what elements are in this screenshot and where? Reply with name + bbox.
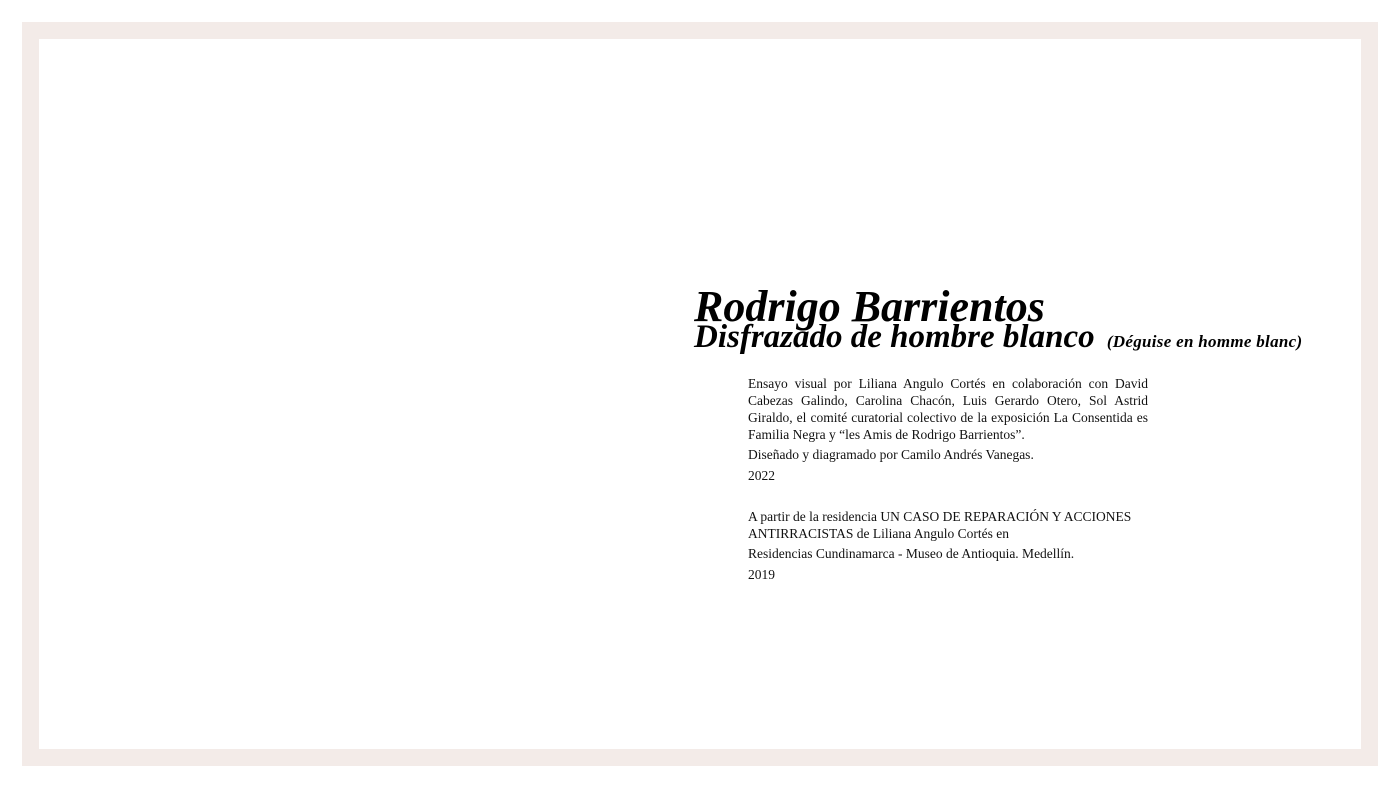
- residency-credit: A partir de la residencia UN CASO DE REPARACIÓN Y ACCIONES ANTIRRACISTAS de Liliana Angulo Cortés en: [748, 509, 1132, 541]
- edition-year: 2022: [748, 468, 775, 483]
- book-title: Rodrigo Barrientos: [694, 282, 1045, 331]
- subtitle-spanish: Disfrazado de hombre blanco: [694, 319, 1095, 355]
- residency-venue: Residencias Cundinamarca - Museo de Antioquia. Medellín.: [748, 546, 1075, 561]
- book-subtitle: [694, 318, 1302, 361]
- residency-year: 2019: [748, 567, 775, 582]
- page-sheet: [39, 39, 1361, 749]
- design-credit: Diseñado y diagramado por Camilo Andrés Vanegas.: [748, 447, 1034, 462]
- subtitle-french: (Déguise en homme blanc): [1106, 332, 1303, 351]
- essay-credit: Ensayo visual por Liliana Angulo Cortés en colaboración con David Cabezas Galindo, Carolina Chacón, Luis Gerardo Otero, Sol Astrid Giraldo, el comité curatorial colectivo de la exposición La Consentida es Familia Negra y “les Amis de Rodrigo Barrientos”.: [748, 376, 1148, 442]
- credits-block: [748, 375, 1148, 583]
